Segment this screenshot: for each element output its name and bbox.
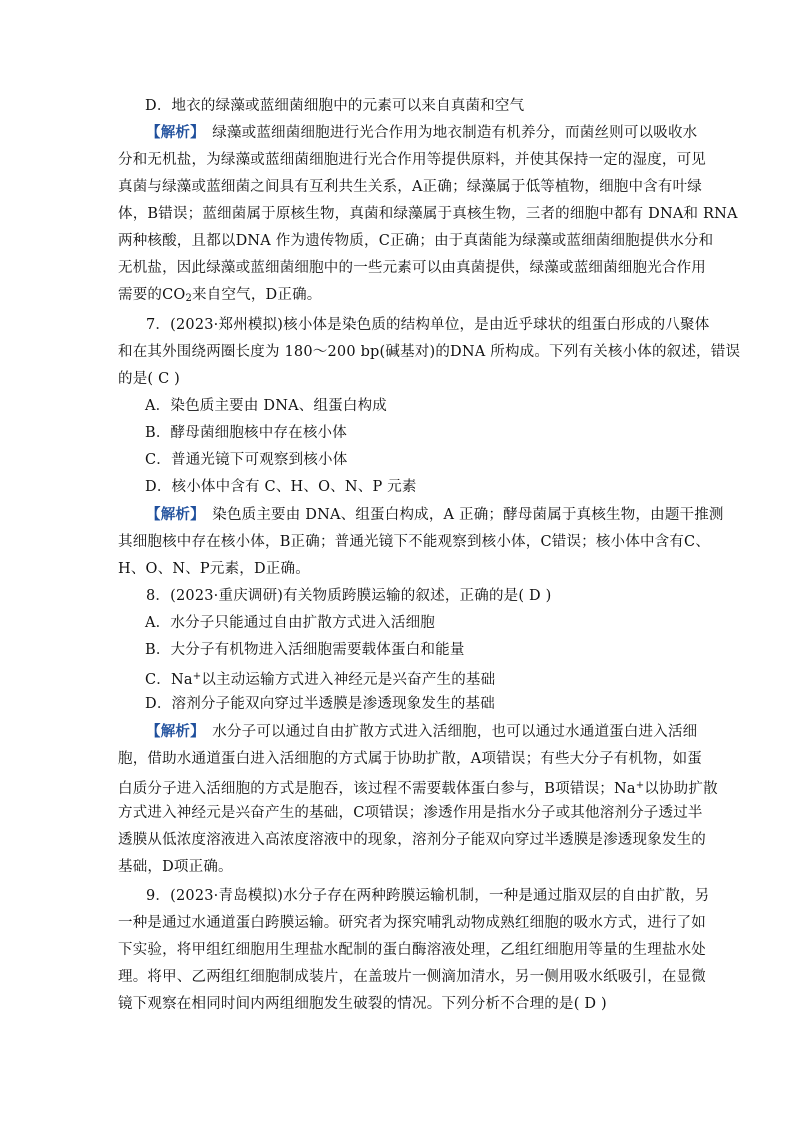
q7-option-c: C．普通光镜下可观察到核小体 bbox=[145, 452, 348, 468]
q6-analysis-tag: 【解析】 bbox=[146, 124, 198, 141]
q6-analysis-line-7: 需要的$CO_2$来自空气，D正确。 bbox=[118, 287, 322, 304]
q8-stem-line-1: 8．(2023·重庆调研)有关物质跨膜运输的叙述，正确的是( D ) bbox=[146, 588, 552, 604]
q8-option-c: C．Na+以主动运输方式进入神经元是兴奋产生的基础 bbox=[145, 671, 496, 688]
q8-analysis-line-1: 【解析】 水分子可以通过自由扩散方式进入活细胞，也可以通过水通道蛋白进入活细 bbox=[146, 723, 698, 740]
q7-option-d: D．核小体中含有 C、H、O、N、P 元素 bbox=[145, 479, 417, 495]
q7-analysis-line-2: 其细胞核中存在核小体，B正确；普通光镜下不能观察到核小体，C错误；核小体中含有C、 bbox=[118, 534, 711, 550]
q6-analysis-line-5: 两种核酸，且都以DNA 作为遗传物质，C正确；由于真菌能为绿藻或蓝细菌细胞提供水分和 bbox=[118, 233, 714, 249]
q6-analysis-line-2: 分和无机盐，为绿藻或蓝细菌细胞进行光合作用等提供原料，并使其保持一定的湿度，可见 bbox=[118, 152, 706, 168]
q6-option-d: D．地衣的绿藻或蓝细菌细胞中的元素可以来自真菌和空气 bbox=[145, 98, 525, 114]
q8-option-a: A．水分子只能通过自由扩散方式进入活细胞 bbox=[145, 615, 435, 631]
q8-analysis-line-3: 白质分子进入活细胞的方式是胞吞，该过程不需要载体蛋白参与，B项错误；Na+以协助扩散 bbox=[118, 780, 718, 797]
q9-stem-line-2: 一种是通过水通道蛋白跨膜运输。研究者为探究哺乳动物成熟红细胞的吸水方式，进行了如 bbox=[118, 915, 706, 931]
q9-stem-line-4: 理。将甲、乙两组红细胞制成装片，在盖玻片一侧滴加清水，另一侧用吸水纸吸引，在显微 bbox=[118, 969, 706, 985]
q8-option-d: D．溶剂分子能双向穿过半透膜是渗透现象发生的基础 bbox=[145, 696, 495, 712]
q7-stem-line-1: 7．(2023·郑州模拟)核小体是染色质的结构单位，是由近乎球状的组蛋白形成的八聚体 bbox=[146, 317, 710, 333]
q9-stem-line-1: 9．(2023·青岛模拟)水分子存在两种跨膜运输机制，一种是通过脂双层的自由扩散，另 bbox=[146, 888, 710, 904]
q8-analysis-line-5: 透膜从低浓度溶液进入高浓度溶液中的现象，溶剂分子能双向穿过半透膜是渗透现象发生的 bbox=[118, 832, 706, 848]
q8-analysis-line-2: 胞，借助水通道蛋白进入活细胞的方式属于协助扩散，A项错误；有些大分子有机物，如蛋 bbox=[118, 751, 702, 767]
q8-analysis-line-4: 方式进入神经元是兴奋产生的基础，C项错误；渗透作用是指水分子或其他溶剂分子透过半 bbox=[118, 805, 703, 821]
q7-analysis-line-1: 【解析】 染色质主要由 DNA、组蛋白构成，A 正确；酵母菌属于真核生物，由题干推测 bbox=[146, 506, 724, 523]
q6-analysis-line-1: 【解析】 绿藻或蓝细菌细胞进行光合作用为地衣制造有机养分，而菌丝则可以吸收水 bbox=[146, 124, 698, 141]
q6-analysis-line-3: 真菌与绿藻或蓝细菌之间具有互利共生关系，A正确；绿藻属于低等植物，细胞中含有叶绿 bbox=[118, 179, 702, 195]
q7-stem-line-3: 的是( C ) bbox=[118, 371, 181, 387]
q7-option-b: B．酵母菌细胞核中存在核小体 bbox=[145, 425, 347, 441]
q7-analysis-tag: 【解析】 bbox=[146, 506, 198, 523]
q9-stem-line-5: 镜下观察在相同时间内两组细胞发生破裂的情况。下列分析不合理的是( D ) bbox=[118, 996, 607, 1012]
q7-stem-line-2: 和在其外围绕两圈长度为 180～200 bp(碱基对)的DNA 所构成。下列有关核小体的叙述，错误 bbox=[118, 344, 741, 360]
q7-option-a: A．染色质主要由 DNA、组蛋白构成 bbox=[145, 398, 387, 414]
q7-analysis-line-3: H、O、N、P元素，D正确。 bbox=[118, 561, 310, 577]
q6-analysis-line-6: 无机盐，因此绿藻或蓝细菌细胞中的一些元素可以由真菌提供，绿藻或蓝细菌细胞光合作用 bbox=[118, 260, 706, 276]
q8-analysis-line-6: 基础，D项正确。 bbox=[118, 859, 233, 875]
q8-option-b: B．大分子有机物进入活细胞需要载体蛋白和能量 bbox=[145, 642, 465, 658]
q8-analysis-tag: 【解析】 bbox=[146, 723, 198, 740]
q9-stem-line-3: 下实验，将甲组红细胞用生理盐水配制的蛋白酶溶液处理，乙组红细胞用等量的生理盐水处 bbox=[118, 942, 706, 958]
q6-analysis-line-4: 体，B错误；蓝细菌属于原核生物，真菌和绿藻属于真核生物，三者的细胞中都有 DNA和 RNA bbox=[118, 206, 738, 222]
